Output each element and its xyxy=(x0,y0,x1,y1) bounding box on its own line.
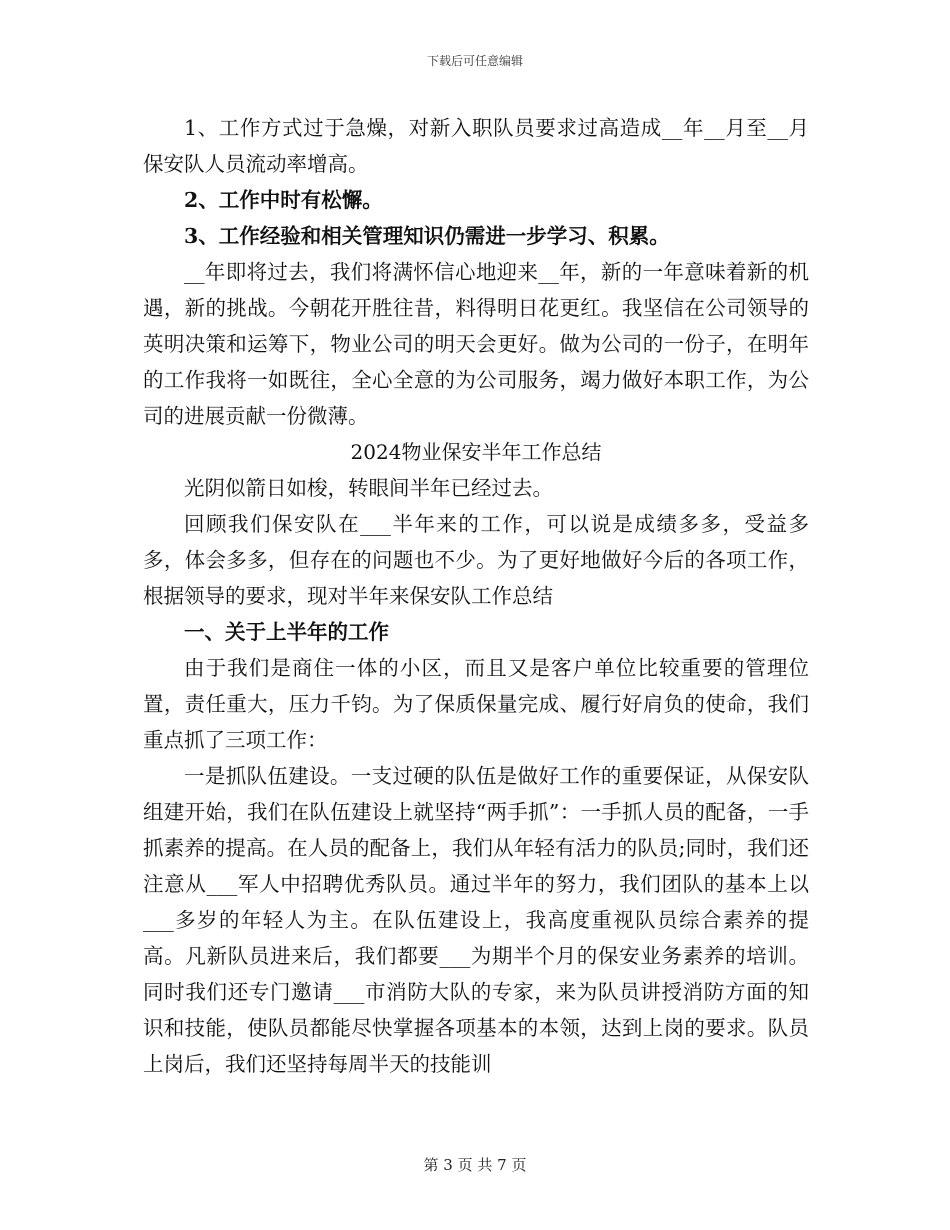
section-title: 2024物业保安半年工作总结 xyxy=(350,440,602,464)
page-number: 第 3 页 共 7 页 xyxy=(423,1156,527,1174)
paragraph-5: 光阴似箭日如梭，转眼间半年已经过去。 xyxy=(184,476,553,500)
paragraph-6: 回顾我们保安队在___半年来的工作，可以说是成绩多多，受益多多，体会多多，但存在的问题也不少。为了更好地做好今后的各项工作，根据领导的要求，现对半年来保安队工作总结 xyxy=(143,512,809,608)
heading-first-half-work: 一、关于上半年的工作 xyxy=(184,620,389,644)
document-body xyxy=(143,110,809,1082)
page-header-note: 下载后可任意编辑 xyxy=(426,54,523,68)
paragraph-3: 3、工作经验和相关管理知识仍需进一步学习、积累。 xyxy=(184,224,670,248)
paragraph-2: 2、工作中时有松懈。 xyxy=(184,188,383,212)
paragraph-4: __年即将过去，我们将满怀信心地迎来__年，新的一年意味着新的机遇，新的挑战。今朝花开胜往昔，料得明日花更红。我坚信在公司领导的英明决策和运筹下，物业公司的明天会更好。做为公司的一份子，在明年的工作我将一如既往，全心全意的为公司服务，竭力做好本职工作，为公司的进展贡献一份微薄。 xyxy=(143,260,809,428)
paragraph-9: 一是抓队伍建设。一支过硬的队伍是做好工作的重要保证，从保安队组建开始，我们在队伍建设上就坚持“两手抓”：一手抓人员的配备，一手抓素养的提高。在人员的配备上，我们从年轻有活力的队员;同时，我们还注意从___军人中招聘优秀队员。通过半年的努力，我们团队的基本上以___多岁的年轻人为主。在队伍建设上，我高度重视队员综合素养的提高。凡新队员进来后，我们都要___为期半个月的保安业务素养的培训。同时我们还专门邀请___市消防大队的专家，来为队员讲授消防方面的知识和技能，使队员都能尽快掌握各项基本的本领，达到上岗的要求。队员上岗后，我们还坚持每周半天的技能训 xyxy=(143,764,809,1076)
paragraph-1: 1、工作方式过于急燥，对新入职队员要求过高造成__年__月至__月保安队人员流动率增高。 xyxy=(143,116,809,176)
paragraph-8: 由于我们是商住一体的小区，而且又是客户单位比较重要的管理位置，责任重大，压力千钧。为了保质保量完成、履行好肩负的使命，我们重点抓了三项工作： xyxy=(143,656,809,752)
